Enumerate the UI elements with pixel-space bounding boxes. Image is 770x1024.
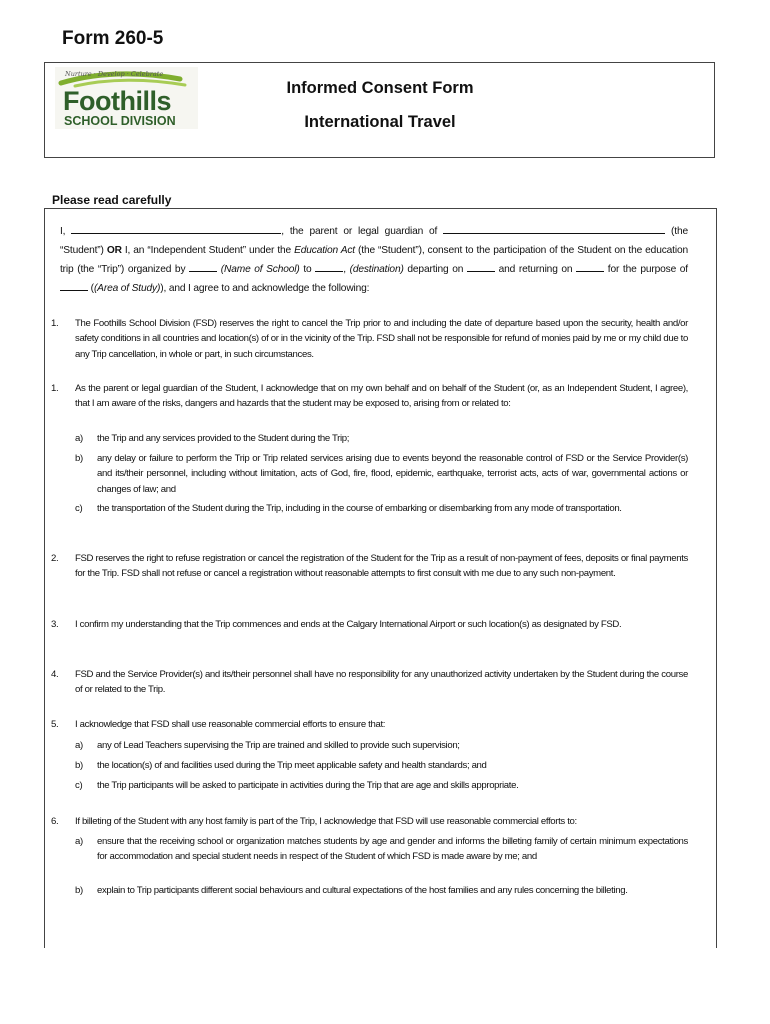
logo-tagline: Nurture · Develop · Celebrate bbox=[65, 70, 164, 78]
parent-name-field[interactable] bbox=[71, 224, 281, 234]
area-of-study-field[interactable] bbox=[60, 281, 88, 291]
logo-division: SCHOOL DIVISION bbox=[64, 114, 176, 128]
page-title: Informed Consent Form bbox=[286, 79, 474, 97]
school-name-field[interactable] bbox=[189, 262, 217, 272]
return-date-field[interactable] bbox=[576, 262, 604, 272]
foothills-logo bbox=[55, 67, 198, 129]
logo-name: Foothills bbox=[63, 86, 171, 116]
page-subtitle: International Travel bbox=[304, 113, 456, 131]
departure-date-field[interactable] bbox=[467, 262, 495, 272]
destination-field[interactable] bbox=[315, 262, 343, 272]
consent-body: I, , the parent or legal guardian of (the “Student”) OR I, an “Independent Student” under the Education Act (the “Student”), consent to the participation of the Student on the education trip (the “Trip”) organized by (Name of School) to , (destination) departing on and returning on for the purpose of ((Area of Study)), and I agree to and acknowledge the following: 1. The Foothills School Division (FSD) reserves the right to cancel the Trip prior to and including the date of departure based upon the security, health and/or safety conditions in all countries and location(s) of or in the vicinity of the Trip. FSD shall not be responsible for refund of monies paid by me or my child due to any Trip cancellation, in whole or part, in such circumstances. 1. As the parent or legal guardian of the Student, I acknowledge that on my own behalf and on behalf of the Student (or, as an Independent Student, I agree), that I am aware of the risks, dangers and hazards that the student may be exposed to, arising from or related to: a) the Trip and any services provided to the Student during the Trip; b) any delay or failure to perform the Trip or Trip related services arising due to events beyond the reasonable control of FSD or the Service Provider(s) and its/their personnel, including without limitation, acts of God, fire, flood, epidemic, earthquake, terrorist acts, acts of war, governmental actions or changes of law; and c) the transportation of the Student during the Trip, including in the course of embarking or disembarking from any mode of transportation. 2. FSD reserves the right to refuse registration or cancel the registration of the Student for the Trip as a result of non-payment of fees, deposits or final payments for the Trip. FSD shall not refuse or cancel a registration without reasonable attempts to first consult with me due to any such non-payment. 3. I confirm my understanding that the Trip commences and ends at the Calgary International Airport or such location(s) as designated by FSD. 4. FSD and the Service Provider(s) and its/their personnel shall have no responsibility for any unauthorized activity undertaken by the Student during the course of or related to the Trip. 5. I acknowledge that FSD shall use reasonable commercial efforts to ensure that: a) any of Lead Teachers supervising the Trip are trained and skilled to provide such supervision; b) the location(s) of and facilities used during the Trip meet applicable safety and health standards; and c) the Trip participants will be asked to participate in activities during the Trip that are age and skills appropriate. 6. If billeting of the Student with any host family is part of the Trip, I acknowledge that FSD will use reasonable commercial efforts to: a) ensure that the receiving school or organization matches students by age and gender and informs the billeting family of certain minimum expectations for accommodation and special student needs in respect of the Student of which FSD is made aware by me; and b) explain to Trip participants different social behaviours and cultural expectations of the host families and any rules concerning the billeting. bbox=[44, 208, 717, 948]
intro-paragraph: I, , the parent or legal guardian of (the “Student”) OR I, an “Independent Student” under the Education Act (the “Student”), consent to the participation of the Student on the education trip (the “Trip”) organized by (Name of School) to , (destination) departing on and returning on for the purpose of ((Area of Study)), and I agree to and acknowledge the following: bbox=[60, 226, 689, 294]
form-number: Form 260-5 bbox=[62, 28, 164, 49]
student-name-field[interactable] bbox=[443, 224, 665, 234]
read-carefully-label: Please read carefully bbox=[52, 193, 172, 207]
form-header bbox=[44, 62, 715, 158]
